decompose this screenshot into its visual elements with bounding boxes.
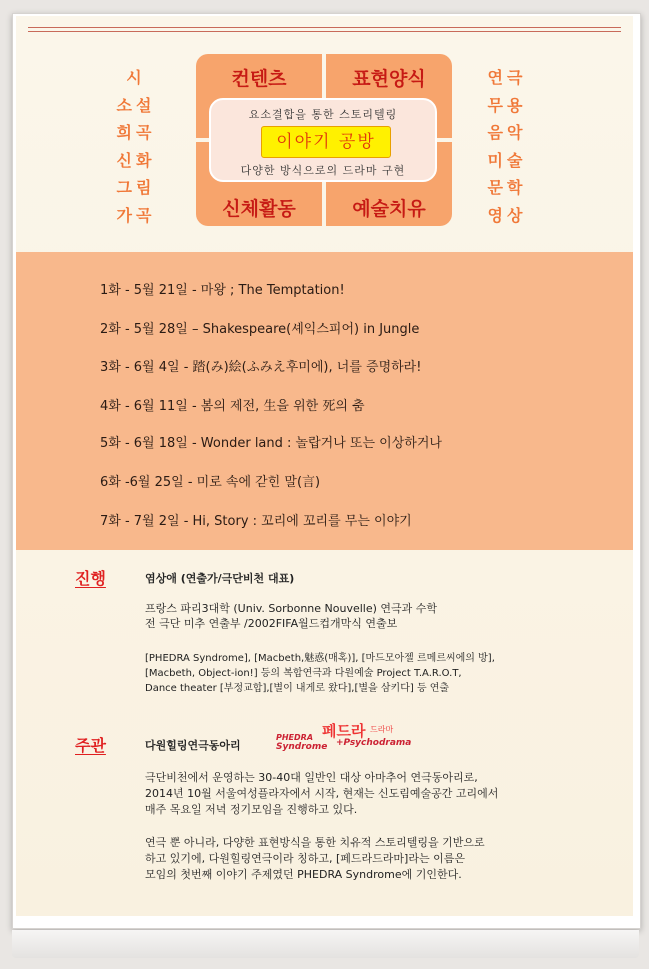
frame-bottom-edge xyxy=(12,930,639,958)
genre-item: 소설 xyxy=(116,95,156,115)
director-bio-line: 전 극단 미추 연출부 /2002FIFA월드컵개막식 연출보 xyxy=(145,617,398,630)
genre-item: 희곡 xyxy=(116,123,156,142)
organizer-desc-line: 모임의 첫번째 이야기 주제였던 PHEDRA Syndrome에 기인한다. xyxy=(145,868,462,881)
episode-item: 5화 - 6월 18일 - Wonder land : 놀랍거나 또는 이상하거나 xyxy=(100,436,442,451)
organizer-desc-line: 연극 뿐 아니라, 다양한 표현방식을 통한 치유적 스토리텔링을 기반으로 xyxy=(145,836,485,849)
genre-item: 그림 xyxy=(116,178,156,197)
episode-item: 2화 - 5월 28일 – Shakespeare(셰익스피어) in Jungle xyxy=(100,322,420,337)
top-rule-second xyxy=(28,31,621,32)
center-title-badge: 이야기 공방 xyxy=(261,126,391,158)
episode-item: 4화 - 6월 11일 - 봄의 제전, 生을 위한 死의 춤 xyxy=(100,399,365,414)
director-name: 염상애 (연출가/극단비천 대표) xyxy=(145,572,295,585)
organizer-desc-line: 2014년 10월 서울여성플라자에서 시작, 현재는 신도림예술공간 고리에서 xyxy=(145,787,499,800)
director-works-line: [Macbeth, Object-ion!] 등의 복합연극과 다원예술 Project T.A.R.O.T, xyxy=(145,668,462,679)
quadrant-contents: 컨텐츠 xyxy=(196,54,322,138)
story-hub-diagram xyxy=(196,54,452,226)
center-subtitle-bottom: 다양한 방식으로의 드라마 구현 xyxy=(240,164,406,177)
genre-item: 가곡 xyxy=(116,205,156,225)
genre-item: 문학 xyxy=(487,178,527,197)
quadrant-art-therapy: 예술치유 xyxy=(326,142,452,226)
genre-item: 시 xyxy=(126,68,146,87)
genre-item: 무용 xyxy=(487,95,527,115)
phedra-drama-logo: 페드라 드라마 PHEDRA Syndrome +Psychodrama xyxy=(276,722,412,752)
director-works-line: Dance theater [부정교합],[별이 내게로 왔다],[별을 삼키다] 등 연출 xyxy=(145,683,450,694)
episode-item: 6화 -6월 25일 - 미로 속에 갇힌 말(言) xyxy=(100,475,321,490)
episode-item: 1화 - 5월 21일 - 마왕 ; The Temptation! xyxy=(100,283,345,298)
organizer-desc-line: 극단비천에서 운영하는 30-40대 일반인 대상 아마추어 연극동아리로, xyxy=(145,771,478,784)
hub-center xyxy=(209,98,437,182)
episode-item: 7화 - 7월 2일 - Hi, Story : 꼬리에 꼬리를 무는 이야기 xyxy=(100,514,412,529)
quadrant-physical: 신체활동 xyxy=(196,142,322,226)
quadrant-expression: 표현양식 xyxy=(326,54,452,138)
center-subtitle-top: 요소결합을 통한 스토리텔링 xyxy=(248,108,398,121)
genre-item: 음악 xyxy=(487,123,527,142)
genre-item: 미술 xyxy=(487,150,527,170)
organizer-desc-line: 매주 목요일 저녁 정기모임을 진행하고 있다. xyxy=(145,803,358,816)
left-genre-column xyxy=(116,64,156,229)
organizer-label: 주관 xyxy=(75,736,106,755)
genre-item: 연극 xyxy=(487,68,527,87)
genre-item: 영상 xyxy=(487,205,527,225)
director-label: 진행 xyxy=(75,569,106,588)
episode-item: 3화 - 6월 4일 - 踏(み)絵(ふみえ후미에), 너를 증명하라! xyxy=(100,360,422,375)
top-rule xyxy=(28,27,621,28)
right-genre-column xyxy=(487,64,527,229)
director-works-line: [PHEDRA Syndrome], [Macbeth,魅惑(매혹)], [마드모아젤 르메르씨에의 방], xyxy=(145,653,495,664)
director-bio-line: 프랑스 파리3대학 (Univ. Sorbonne Nouvelle) 연극과 수학 xyxy=(145,602,438,615)
organizer-name: 다원힐링연극동아리 xyxy=(145,739,241,752)
organizer-desc-line: 하고 있기에, 다원힐링연극이라 칭하고, [페드라드라마]라는 이름은 xyxy=(145,852,465,865)
genre-item: 신화 xyxy=(116,150,156,170)
